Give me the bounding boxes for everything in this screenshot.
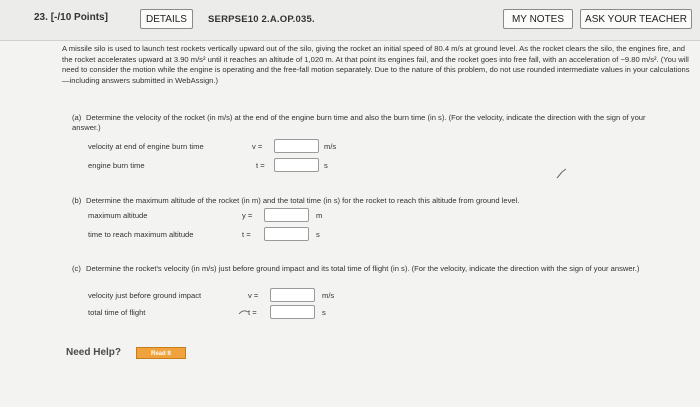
- part-c-velocity-input[interactable]: [270, 288, 315, 302]
- part-a-velocity-var: v =: [252, 142, 263, 151]
- question-points: [34, 12, 108, 23]
- part-b-time-unit: s: [316, 230, 320, 239]
- part-b-altitude-input[interactable]: [264, 208, 309, 222]
- part-c-velocity-unit: m/s: [322, 291, 335, 300]
- part-b-altitude-var: y =: [242, 211, 253, 220]
- part-a-velocity-unit: m/s: [324, 142, 337, 151]
- part-b-altitude-unit: m: [316, 211, 323, 220]
- part-c-velocity-var: v =: [248, 291, 259, 300]
- problem-code: SERPSE10 2.A.OP.035.: [208, 14, 315, 25]
- part-c-question: [72, 264, 692, 274]
- pen-mark-icon: [556, 168, 570, 180]
- question-content: [0, 40, 700, 407]
- part-a-time-input[interactable]: [274, 158, 319, 172]
- part-a-time-label: engine burn time: [88, 161, 145, 170]
- part-b-altitude-row: [88, 209, 388, 223]
- part-a-letter: (a): [72, 113, 82, 122]
- part-b-question: [72, 196, 672, 206]
- details-button[interactable]: DETAILS: [140, 9, 193, 29]
- part-c-velocity-label: velocity just before ground impact: [88, 291, 202, 300]
- part-c-time-input[interactable]: [270, 305, 315, 319]
- part-b-time-input[interactable]: [264, 227, 309, 241]
- need-help-label: Need Help?: [66, 347, 122, 358]
- question-header: [0, 0, 700, 41]
- part-c-letter: (c): [72, 264, 81, 273]
- part-b-time-label: time to reach maximum altitude: [88, 230, 194, 239]
- part-b-letter: (b): [72, 196, 82, 205]
- part-a-time-var: t =: [256, 161, 265, 170]
- part-a-text: Determine the velocity of the rocket (in m/s) at the end of the engine burn time and also the burn time (in s). (For the velocity, indicate the direction with the sign of your answer.): [72, 113, 646, 133]
- problem-intro: A missile silo is used to launch test rockets vertically upward out of the silo, giving the rocket an initial speed of 80.4 m/s at ground level. As the rocket clears the silo, the engines fire, and the rocket accelerates upward at 3.90 m/s² until it reaches an altitude of 1,020 m. At that point its engines fail, and the rocket goes into free fall, with an acceleration of −9.80 m/s². (You will need to consider the motion while the engine is operating and the free-fall motion separately. Due to the nature of this problem, do not use rounded intermediate values in your calculations—including answers submitted in WebAssign.): [62, 44, 690, 85]
- part-b-text: Determine the maximum altitude of the rocket (in m) and the total time (in s) for the rocket to reach this altitude from ground level.: [86, 196, 520, 205]
- points-label: [-/10 Points]: [50, 12, 108, 23]
- part-b-altitude-label: maximum altitude: [88, 211, 148, 220]
- part-c-time-label: total time of flight: [88, 308, 146, 317]
- part-b-time-var: t =: [242, 230, 251, 239]
- question-number: 23.: [34, 12, 48, 23]
- part-a-velocity-input[interactable]: [274, 139, 319, 153]
- part-a-time-unit: s: [324, 161, 328, 170]
- part-c-time-var: t =: [248, 308, 257, 317]
- pen-mark-icon: [238, 308, 250, 316]
- part-a-question: [72, 113, 672, 134]
- part-a-velocity-row: [88, 140, 388, 154]
- ask-teacher-button[interactable]: ASK YOUR TEACHER: [580, 9, 692, 29]
- part-c-velocity-row: [88, 289, 388, 303]
- part-c-time-unit: s: [322, 308, 326, 317]
- part-a-velocity-label: velocity at end of engine burn time: [88, 142, 204, 151]
- read-it-button[interactable]: Read It: [136, 347, 186, 359]
- part-b-time-row: [88, 228, 388, 242]
- part-a-time-row: [88, 159, 388, 173]
- part-c-text: Determine the rocket's velocity (in m/s) just before ground impact and its total time of flight (in s). (For the velocity, indicate the direction with the sign of your answer.): [86, 264, 640, 273]
- my-notes-button[interactable]: MY NOTES: [503, 9, 573, 29]
